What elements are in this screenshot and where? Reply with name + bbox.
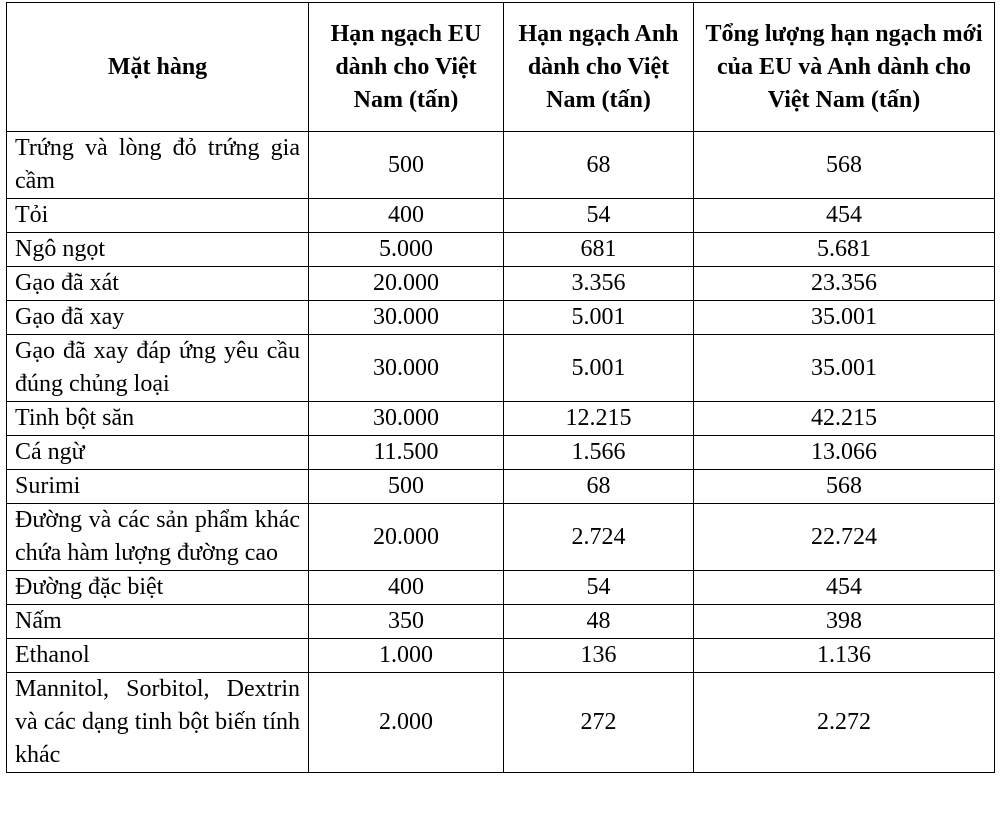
cell-uk-quota: 48 bbox=[504, 605, 694, 639]
cell-eu-quota: 30.000 bbox=[309, 402, 504, 436]
cell-eu-quota: 2.000 bbox=[309, 673, 504, 773]
cell-eu-quota: 20.000 bbox=[309, 504, 504, 571]
cell-item: Tinh bột săn bbox=[7, 402, 309, 436]
cell-total-quota: 454 bbox=[694, 571, 995, 605]
table-row bbox=[7, 199, 995, 233]
cell-total-quota: 22.724 bbox=[694, 504, 995, 571]
cell-eu-quota: 20.000 bbox=[309, 267, 504, 301]
header-row bbox=[7, 3, 995, 132]
table-row bbox=[7, 301, 995, 335]
cell-total-quota: 398 bbox=[694, 605, 995, 639]
table-row bbox=[7, 132, 995, 199]
cell-uk-quota: 136 bbox=[504, 639, 694, 673]
table-row bbox=[7, 605, 995, 639]
cell-total-quota: 35.001 bbox=[694, 301, 995, 335]
cell-uk-quota: 1.566 bbox=[504, 436, 694, 470]
cell-eu-quota: 5.000 bbox=[309, 233, 504, 267]
quota-table bbox=[6, 2, 995, 773]
cell-total-quota: 2.272 bbox=[694, 673, 995, 773]
cell-total-quota: 1.136 bbox=[694, 639, 995, 673]
cell-eu-quota: 30.000 bbox=[309, 301, 504, 335]
cell-total-quota: 35.001 bbox=[694, 335, 995, 402]
cell-uk-quota: 5.001 bbox=[504, 301, 694, 335]
table-row bbox=[7, 673, 995, 773]
cell-total-quota: 13.066 bbox=[694, 436, 995, 470]
table-row bbox=[7, 571, 995, 605]
cell-item: Gạo đã xát bbox=[7, 267, 309, 301]
cell-uk-quota: 68 bbox=[504, 132, 694, 199]
cell-uk-quota: 5.001 bbox=[504, 335, 694, 402]
table-row bbox=[7, 470, 995, 504]
header-total-quota: Tổng lượng hạn ngạch mới của EU và Anh dành cho Việt Nam (tấn) bbox=[694, 3, 995, 132]
cell-uk-quota: 681 bbox=[504, 233, 694, 267]
cell-eu-quota: 1.000 bbox=[309, 639, 504, 673]
cell-total-quota: 23.356 bbox=[694, 267, 995, 301]
cell-uk-quota: 272 bbox=[504, 673, 694, 773]
cell-item: Nấm bbox=[7, 605, 309, 639]
cell-item: Ngô ngọt bbox=[7, 233, 309, 267]
cell-uk-quota: 54 bbox=[504, 571, 694, 605]
cell-total-quota: 42.215 bbox=[694, 402, 995, 436]
table-row bbox=[7, 233, 995, 267]
table-row bbox=[7, 402, 995, 436]
cell-total-quota: 454 bbox=[694, 199, 995, 233]
cell-total-quota: 568 bbox=[694, 132, 995, 199]
table-row bbox=[7, 436, 995, 470]
cell-item: Gạo đã xay bbox=[7, 301, 309, 335]
cell-total-quota: 5.681 bbox=[694, 233, 995, 267]
cell-item: Đường và các sản phẩm khác chứa hàm lượng đường cao bbox=[7, 504, 309, 571]
cell-eu-quota: 400 bbox=[309, 571, 504, 605]
cell-item: Gạo đã xay đáp ứng yêu cầu đúng chủng loại bbox=[7, 335, 309, 402]
cell-item: Cá ngừ bbox=[7, 436, 309, 470]
cell-uk-quota: 2.724 bbox=[504, 504, 694, 571]
cell-uk-quota: 68 bbox=[504, 470, 694, 504]
cell-item: Trứng và lòng đỏ trứng gia cầm bbox=[7, 132, 309, 199]
cell-eu-quota: 11.500 bbox=[309, 436, 504, 470]
cell-eu-quota: 350 bbox=[309, 605, 504, 639]
cell-uk-quota: 3.356 bbox=[504, 267, 694, 301]
cell-eu-quota: 30.000 bbox=[309, 335, 504, 402]
cell-item: Tỏi bbox=[7, 199, 309, 233]
table-body bbox=[7, 132, 995, 773]
cell-total-quota: 568 bbox=[694, 470, 995, 504]
cell-item: Surimi bbox=[7, 470, 309, 504]
cell-item: Mannitol, Sorbitol, Dextrin và các dạng tinh bột biến tính khác bbox=[7, 673, 309, 773]
header-eu-quota: Hạn ngạch EU dành cho Việt Nam (tấn) bbox=[309, 3, 504, 132]
table-row bbox=[7, 267, 995, 301]
cell-eu-quota: 500 bbox=[309, 470, 504, 504]
header-uk-quota: Hạn ngạch Anh dành cho Việt Nam (tấn) bbox=[504, 3, 694, 132]
table-row bbox=[7, 335, 995, 402]
header-item: Mặt hàng bbox=[7, 3, 309, 132]
cell-eu-quota: 500 bbox=[309, 132, 504, 199]
cell-uk-quota: 54 bbox=[504, 199, 694, 233]
table-row bbox=[7, 639, 995, 673]
cell-item: Ethanol bbox=[7, 639, 309, 673]
cell-uk-quota: 12.215 bbox=[504, 402, 694, 436]
table-row bbox=[7, 504, 995, 571]
cell-eu-quota: 400 bbox=[309, 199, 504, 233]
cell-item: Đường đặc biệt bbox=[7, 571, 309, 605]
